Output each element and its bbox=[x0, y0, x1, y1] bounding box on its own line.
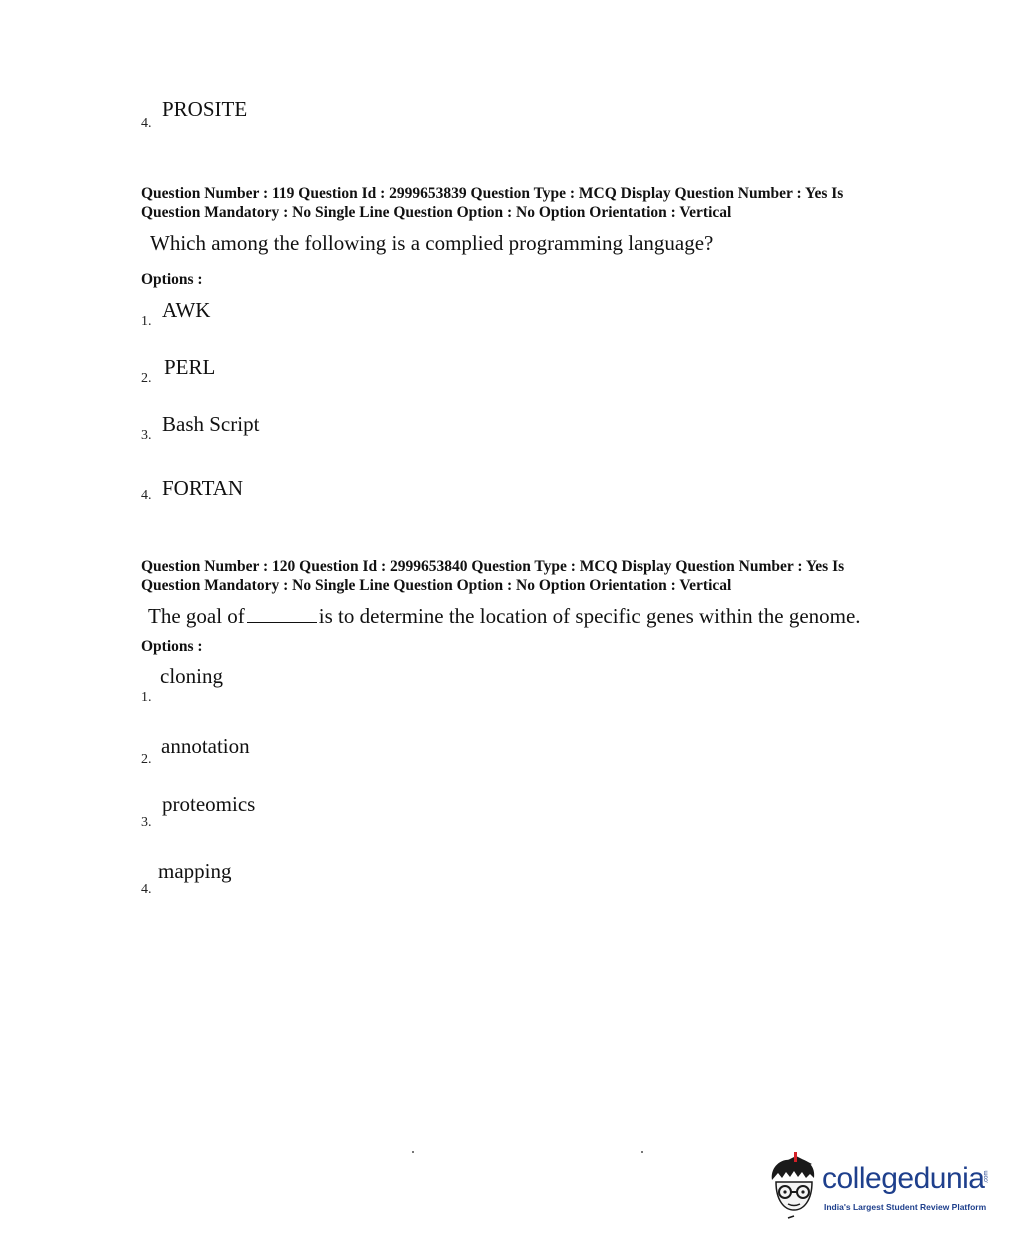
q120-options-label: Options : bbox=[141, 638, 203, 655]
prev-option-4-text: PROSITE bbox=[162, 97, 248, 121]
q119-option-2-number: 2. bbox=[141, 371, 152, 386]
q120-question-part1: The goal of bbox=[148, 604, 245, 628]
q120-option-2-number: 2. bbox=[141, 752, 152, 767]
q120-option-2-text: annotation bbox=[161, 734, 250, 758]
q120-option-4-text: mapping bbox=[158, 859, 232, 883]
logo-tagline: India's Largest Student Review Platform bbox=[824, 1202, 987, 1212]
q120-option-4-number: 4. bbox=[141, 882, 152, 897]
collegedunia-logo[interactable] bbox=[764, 1152, 994, 1224]
scan-mark bbox=[412, 1151, 414, 1153]
q120-option-3-number: 3. bbox=[141, 815, 152, 830]
q120-meta-line2: Question Mandatory : No Single Line Question Option : No Option Orientation : Vertical bbox=[141, 577, 732, 594]
q119-meta-line1: Question Number : 119 Question Id : 2999653839 Question Type : MCQ Display Question Number : Yes Is bbox=[141, 185, 844, 202]
fill-in-blank bbox=[247, 604, 317, 623]
q119-options-label: Options : bbox=[141, 271, 203, 288]
q120-option-1-text: cloning bbox=[160, 664, 223, 688]
q120-meta bbox=[141, 557, 844, 595]
q119-option-4-text: FORTAN bbox=[162, 476, 244, 500]
q120-option-1-number: 1. bbox=[141, 690, 152, 705]
logo-brand: collegedunia bbox=[822, 1162, 985, 1195]
logo-domain-suffix: .com bbox=[983, 1170, 990, 1184]
mascot-icon bbox=[764, 1152, 824, 1224]
q119-meta-line2: Question Mandatory : No Single Line Question Option : No Option Orientation : Vertical bbox=[141, 204, 732, 221]
q120-question-text bbox=[148, 604, 861, 629]
q120-option-3-text: proteomics bbox=[162, 792, 256, 816]
q120-question-part2: is to determine the location of specific genes within the genome. bbox=[318, 604, 861, 628]
q119-option-1-number: 1. bbox=[141, 314, 152, 329]
prev-option-4-number: 4. bbox=[141, 116, 152, 131]
q119-option-3-text: Bash Script bbox=[162, 412, 260, 436]
q119-option-4-number: 4. bbox=[141, 488, 152, 503]
q119-option-2-text: PERL bbox=[164, 355, 216, 379]
q119-meta bbox=[141, 184, 843, 222]
q120-meta-line1: Question Number : 120 Question Id : 2999653840 Question Type : MCQ Display Question Number : Yes Is bbox=[141, 558, 845, 575]
scan-mark bbox=[641, 1151, 643, 1153]
q119-question-text: Which among the following is a complied programming language? bbox=[150, 231, 714, 255]
q119-option-3-number: 3. bbox=[141, 428, 152, 443]
q119-option-1-text: AWK bbox=[162, 298, 211, 322]
